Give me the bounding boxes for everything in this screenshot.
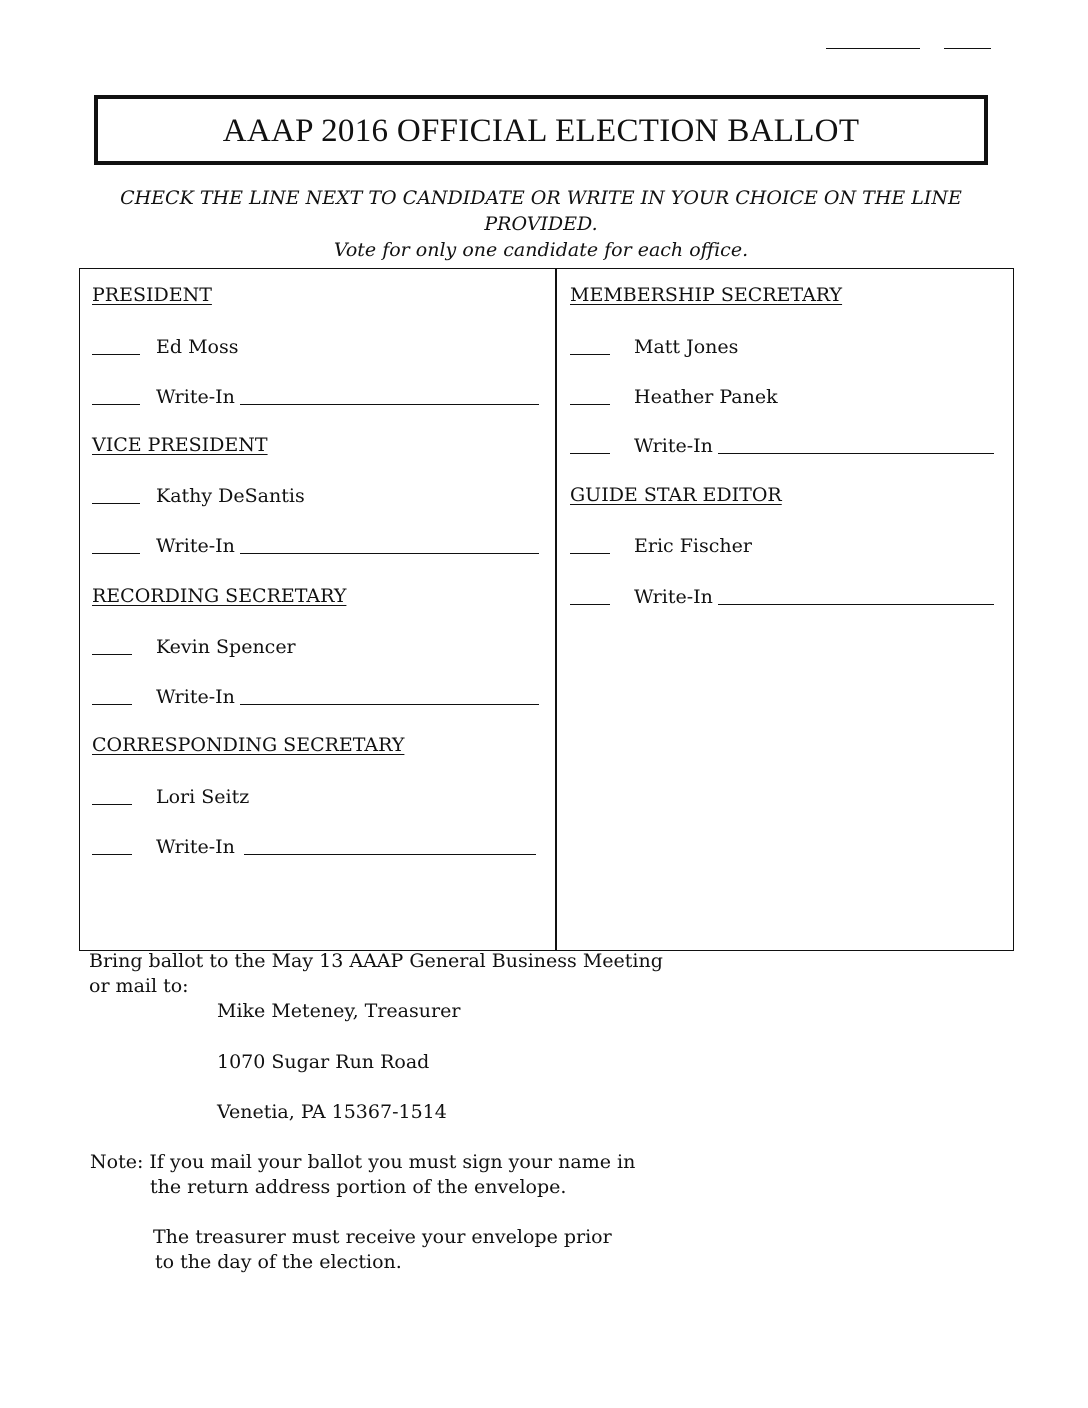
candidate-row-recording-secretary-write-in[interactable]	[92, 685, 542, 709]
note-line-2: the return address portion of the envelope.	[150, 1176, 567, 1198]
candidate-name: Heather Panek	[634, 386, 778, 408]
write-in-field[interactable]	[240, 404, 539, 405]
check-line[interactable]	[92, 854, 132, 855]
check-line[interactable]	[570, 553, 610, 554]
candidate-row-vice-president-write-in[interactable]	[92, 534, 542, 558]
check-line[interactable]	[92, 704, 132, 705]
write-in-label: Write-In	[156, 386, 235, 408]
write-in-label: Write-In	[634, 435, 713, 457]
candidate-row-matt-jones[interactable]	[570, 335, 1000, 359]
write-in-label: Write-In	[156, 686, 235, 708]
candidate-name: Lori Seitz	[156, 786, 250, 808]
office-title-corresponding-secretary: CORRESPONDING SECRETARY	[92, 734, 405, 756]
ballot-title: AAAP 2016 OFFICIAL ELECTION BALLOT	[222, 112, 860, 149]
candidate-row-membership-secretary-write-in[interactable]	[570, 434, 1000, 458]
instructions-line-1: CHECK THE LINE NEXT TO CANDIDATE OR WRITE IN YOUR CHOICE ON THE LINE PROVIDED.	[120, 187, 962, 235]
write-in-field[interactable]	[718, 604, 994, 605]
ballot-grid	[79, 268, 1014, 951]
page-number-blank-1[interactable]	[826, 48, 920, 49]
office-title-president: PRESIDENT	[92, 284, 212, 306]
candidate-row-kevin-spencer[interactable]	[92, 635, 542, 659]
page-number-blank-2[interactable]	[944, 48, 991, 49]
check-line[interactable]	[570, 453, 610, 454]
check-line[interactable]	[570, 354, 610, 355]
office-title-membership-secretary: MEMBERSHIP SECRETARY	[570, 284, 843, 306]
candidate-row-lori-seitz[interactable]	[92, 785, 542, 809]
write-in-field[interactable]	[240, 553, 539, 554]
ballot-title-box	[94, 95, 988, 165]
bring-ballot-line-2: or mail to:	[89, 975, 189, 997]
office-title-vice-president: VICE PRESIDENT	[92, 434, 268, 456]
check-line[interactable]	[92, 354, 140, 355]
candidate-name: Kevin Spencer	[156, 636, 296, 658]
ballot-left-column	[80, 269, 557, 950]
candidate-row-heather-panek[interactable]	[570, 385, 1000, 409]
write-in-label: Write-In	[156, 836, 235, 858]
candidate-name: Matt Jones	[634, 336, 739, 358]
candidate-name: Ed Moss	[156, 336, 239, 358]
check-line[interactable]	[92, 553, 140, 554]
candidate-name: Kathy DeSantis	[156, 485, 305, 507]
candidate-row-eric-fischer[interactable]	[570, 534, 1000, 558]
office-title-guide-star-editor: GUIDE STAR EDITOR	[570, 484, 782, 506]
mail-address-street: 1070 Sugar Run Road	[217, 1051, 430, 1073]
office-title-recording-secretary: RECORDING SECRETARY	[92, 585, 347, 607]
candidate-row-kathy-desantis[interactable]	[92, 484, 542, 508]
candidate-row-ed-moss[interactable]	[92, 335, 542, 359]
note-line-4: to the day of the election.	[155, 1251, 402, 1273]
check-line[interactable]	[92, 654, 132, 655]
candidate-name: Eric Fischer	[634, 535, 752, 557]
write-in-label: Write-In	[634, 586, 713, 608]
mail-address-city: Venetia, PA 15367-1514	[217, 1101, 447, 1123]
check-line[interactable]	[92, 503, 140, 504]
ballot-right-column	[557, 269, 1013, 950]
candidate-row-guide-star-editor-write-in[interactable]	[570, 585, 1000, 609]
bring-ballot-text	[89, 949, 663, 999]
note-line-3: The treasurer must receive your envelope prior	[153, 1226, 612, 1248]
write-in-field[interactable]	[244, 854, 536, 855]
write-in-label: Write-In	[156, 535, 235, 557]
candidate-row-corresponding-secretary-write-in[interactable]	[92, 835, 542, 859]
check-line[interactable]	[92, 404, 140, 405]
bring-ballot-line-1: Bring ballot to the May 13 AAAP General Business Meeting	[89, 950, 663, 972]
check-line[interactable]	[570, 604, 610, 605]
write-in-field[interactable]	[718, 453, 994, 454]
mail-address-name: Mike Meteney, Treasurer	[217, 1000, 461, 1022]
write-in-field[interactable]	[240, 704, 539, 705]
check-line[interactable]	[570, 404, 610, 405]
note-line-1: Note: If you mail your ballot you must sign your name in	[90, 1151, 636, 1173]
instructions-line-2: Vote for only one candidate for each office.	[333, 239, 749, 261]
instructions	[94, 185, 988, 263]
check-line[interactable]	[92, 804, 132, 805]
candidate-row-president-write-in[interactable]	[92, 385, 542, 409]
